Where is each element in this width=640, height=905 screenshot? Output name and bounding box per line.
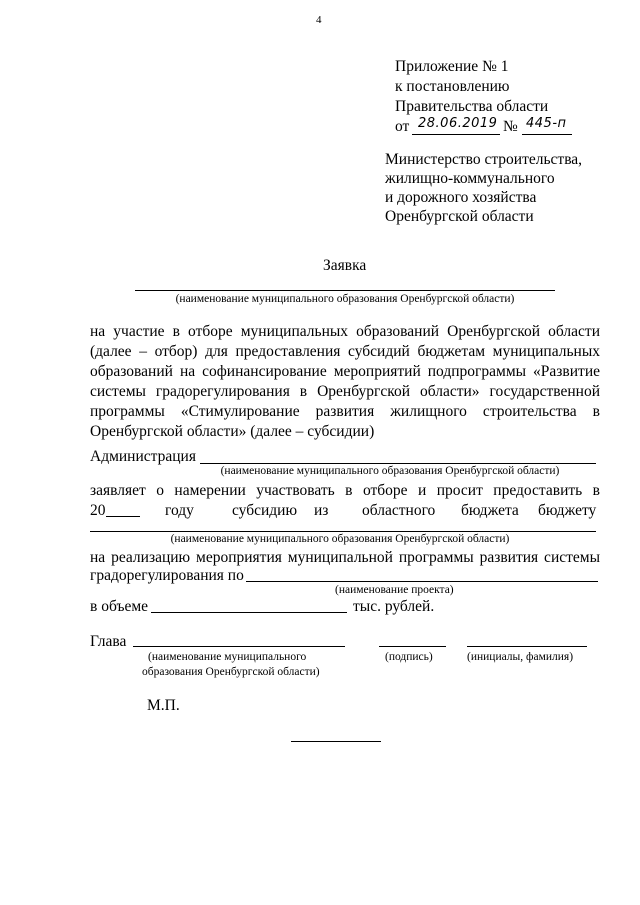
appendix-line-1: Приложение № 1 (395, 58, 509, 75)
handwritten-date: 28.06.2019 (418, 116, 498, 131)
seal-mark: М.П. (147, 697, 180, 714)
body-line-4: системы градорегулирования в Оренбургской области» государственной (90, 383, 600, 400)
declares-line: заявляет о намерении участвовать в отборе и просит предоставить в (90, 482, 600, 499)
body-line-2: (далее – отбор) для предоставления субсидий бюджетам муниципальных (90, 343, 600, 360)
signature-blank-line (379, 646, 446, 647)
hint-initials: (инициалы, фамилия) (467, 651, 574, 663)
word-subsidy: субсидию (232, 502, 298, 519)
head-name-blank-line (133, 646, 345, 647)
municipality-blank-line (135, 290, 555, 291)
body-line-5: программы «Стимулирование развития жилищного строительства в (90, 403, 600, 420)
implementation-line-1: на реализацию мероприятия муниципальной программы развития системы (90, 549, 600, 566)
hint-project: (наименование проекта) (335, 584, 454, 596)
appendix-date-prefix: от (395, 118, 410, 135)
hint-administration: (наименование муниципального образования Оренбургской области) (220, 465, 560, 477)
year-prefix: 20 (90, 502, 106, 519)
word-year: году (165, 502, 194, 519)
amount-blank-line (151, 612, 347, 613)
addressee-line-2: жилищно-коммунального (385, 170, 555, 187)
hint-signature: (подпись) (385, 651, 433, 663)
addressee-line-4: Оренбургской области (385, 208, 534, 225)
administration-label: Администрация (90, 448, 196, 465)
word-budget-2: бюджету (538, 502, 597, 519)
page-number: 4 (316, 14, 322, 26)
appendix-number-prefix: № (503, 118, 518, 135)
word-from: из (314, 502, 329, 519)
document-title: Заявка (323, 257, 367, 274)
amount-suffix: тыс. рублей. (353, 598, 435, 615)
date-underline (412, 134, 500, 135)
hint-head-name-2: образования Оренбургской области) (142, 666, 320, 678)
addressee-line-3: и дорожного хозяйства (385, 189, 537, 206)
hint-budget-recipient: (наименование муниципального образования Оренбургской области) (170, 533, 510, 545)
hint-head-name-1: (наименование муниципального (148, 651, 307, 663)
body-line-1: на участие в отборе муниципальных образований Оренбургской области (90, 323, 600, 340)
project-blank-line (246, 581, 598, 582)
word-budget: бюджета (461, 502, 519, 519)
appendix-line-3: Правительства области (395, 98, 549, 115)
body-line-3: образований на софинансирование мероприятий подпрограммы «Развитие (90, 363, 600, 380)
number-underline (522, 134, 572, 135)
hint-municipality: (наименование муниципального образования Оренбургской области) (175, 293, 515, 305)
body-paragraph (90, 322, 600, 442)
word-regional: областного (362, 502, 436, 519)
body-line-6: Оренбургской области» (далее – субсидии) (90, 423, 375, 440)
implementation-line-2: градорегулирования по (90, 567, 244, 584)
appendix-line-2: к постановлению (395, 78, 510, 95)
handwritten-number: 445-п (526, 116, 567, 131)
end-divider (291, 741, 381, 742)
head-label: Глава (90, 633, 127, 650)
year-blank-line (106, 516, 140, 517)
amount-prefix: в объеме (90, 598, 149, 615)
initials-blank-line (467, 646, 587, 647)
addressee-line-1: Министерство строительства, (385, 151, 583, 168)
